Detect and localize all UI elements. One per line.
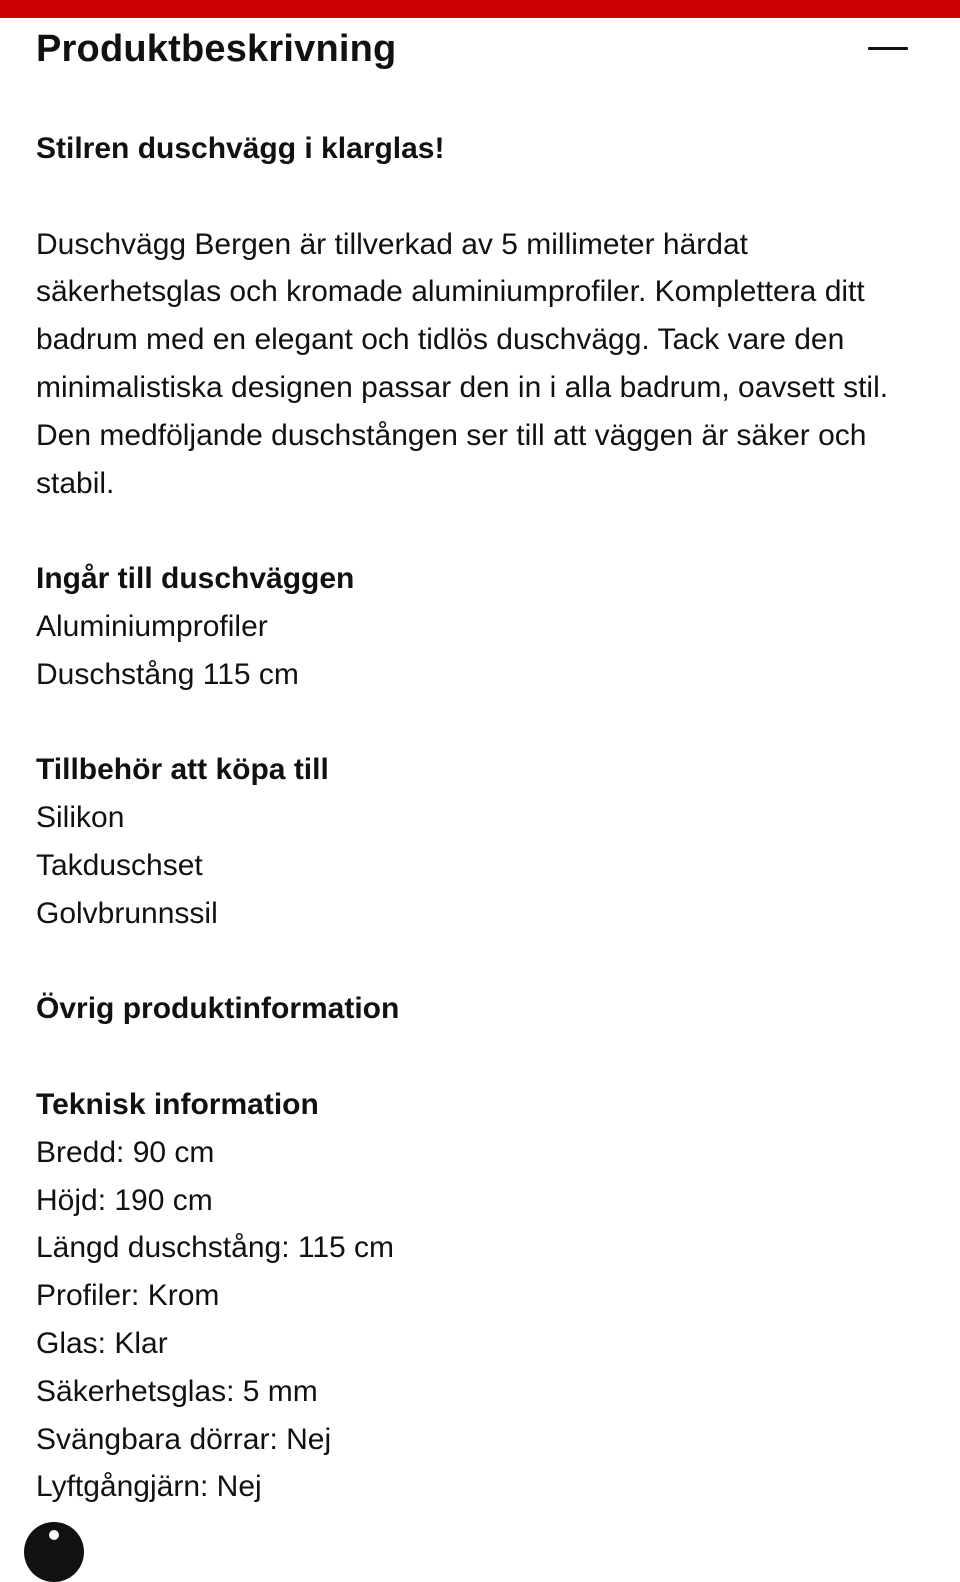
collapse-button[interactable] [866, 34, 910, 64]
product-description-accordion-header[interactable] [36, 24, 916, 76]
accessory-item: Golvbrunnssil [36, 896, 218, 930]
accessories-heading: Tillbehör att köpa till [36, 753, 329, 787]
top-accent-bar [0, 0, 960, 18]
product-description-content [36, 125, 926, 1511]
accessory-item: Silikon [36, 801, 125, 835]
spec-item: Profiler: Krom [36, 1279, 220, 1313]
spec-item: Säkerhetsglas: 5 mm [36, 1374, 318, 1408]
accordion-title: Produktbeskrivning [36, 28, 397, 70]
spec-item: Höjd: 190 cm [36, 1183, 213, 1217]
spec-item: Svängbara dörrar: Nej [36, 1422, 332, 1456]
spec-item: Lyftgångjärn: Nej [36, 1470, 262, 1504]
description-body: Duschvägg Bergen är tillverkad av 5 millimeter härdat säkerhetsglas och kromade aluminiumprofiler. Komplettera ditt badrum med en elegant och tidlös duschvägg. Tack vare den minimalistiska designen passar den in i alla badrum, oavsett stil. Den medföljande duschstången ser till att väggen är säker och stabil. [36, 227, 889, 500]
description-lead: Stilren duschvägg i klarglas! [36, 132, 445, 165]
included-heading: Ingår till duschväggen [36, 562, 355, 596]
minus-icon [868, 47, 908, 50]
accessory-item: Takduschset [36, 848, 203, 882]
included-item: Aluminiumprofiler [36, 609, 268, 643]
technical-heading: Teknisk information [36, 1087, 319, 1121]
chat-icon [49, 1530, 59, 1540]
included-item: Duschstång 115 cm [36, 657, 299, 691]
spec-item: Bredd: 90 cm [36, 1135, 215, 1169]
chat-widget-button[interactable] [24, 1522, 84, 1582]
other-info-heading: Övrig produktinformation [36, 992, 400, 1026]
spec-item: Glas: Klar [36, 1326, 168, 1360]
spec-item: Längd duschstång: 115 cm [36, 1231, 395, 1265]
